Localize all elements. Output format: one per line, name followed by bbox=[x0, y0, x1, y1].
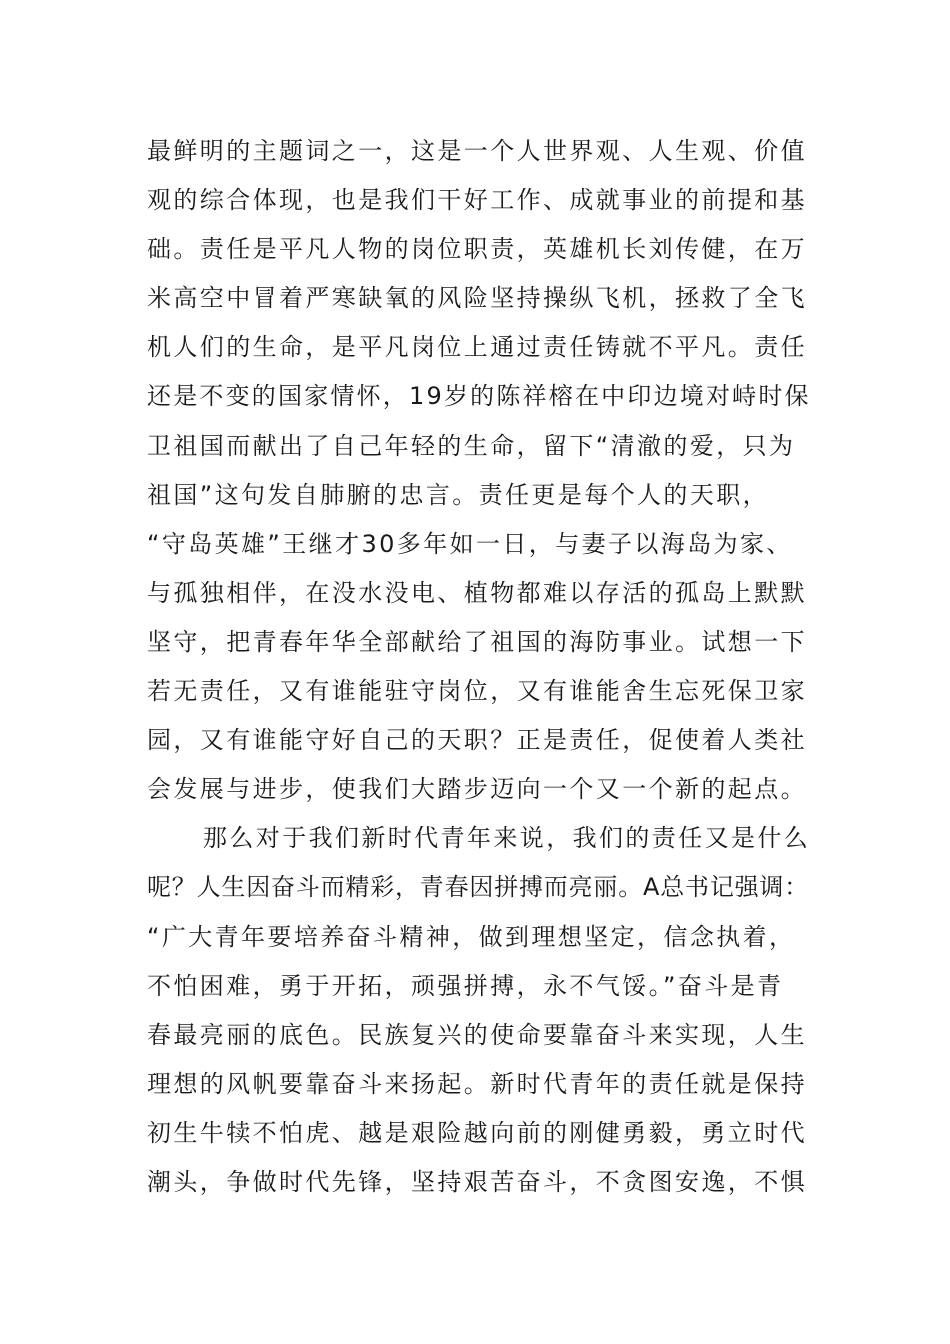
text-line: 会发展与进步，使我们大踏步迈向一个又一个新的起点。 bbox=[147, 775, 807, 804]
text-line: 卫祖国而献出了自己年轻的生命，留下“清澈的爱，只为 bbox=[147, 431, 796, 460]
body-text bbox=[147, 127, 812, 1207]
text-line: 理想的风帆要靠奋斗来扬起。新时代青年的责任就是保持 bbox=[147, 1069, 807, 1098]
text-line: 不怕困难，勇于开拓，顽强拼搏，永不气馁。”奋斗是青 bbox=[147, 971, 784, 1000]
text-line: 祖国”这句发自肺腑的忠言。责任更是每个人的天职， bbox=[147, 480, 770, 509]
text-line: 米高空中冒着严寒缺氧的风险坚持操纵飞机，拯救了全飞 bbox=[147, 284, 807, 313]
text-line: 春最亮丽的底色。民族复兴的使命要靠奋斗来实现，人生 bbox=[147, 1020, 807, 1049]
text-line: 坚守，把青春年华全部献给了祖国的海防事业。试想一下 bbox=[147, 627, 807, 656]
text-line: 园，又有谁能守好自己的天职？正是责任，促使着人类社 bbox=[147, 726, 807, 755]
text-line: 还是不变的国家情怀，19岁的陈祥榕在中印边境对峙时保 bbox=[147, 382, 811, 411]
text-line: 初生牛犊不怕虎、越是艰险越向前的刚健勇毅，勇立时代 bbox=[147, 1118, 807, 1147]
text-line: 最鲜明的主题词之一，这是一个人世界观、人生观、价值 bbox=[147, 137, 807, 165]
text-line: 观的综合体现，也是我们干好工作、成就事业的前提和基 bbox=[147, 186, 807, 215]
text-line: 机人们的生命，是平凡岗位上通过责任铸就不平凡。责任 bbox=[147, 333, 807, 362]
text-line: 若无责任，又有谁能驻守岗位，又有谁能舍生忘死保卫家 bbox=[147, 677, 807, 706]
text-line: 与孤独相伴，在没水没电、植物都难以存活的孤岛上默默 bbox=[147, 578, 807, 607]
text-line: “广大青年要培养奋斗精神，做到理想坚定，信念执着， bbox=[147, 922, 796, 951]
text-line: 潮头，争做时代先锋，坚持艰苦奋斗，不贪图安逸，不惧 bbox=[147, 1167, 807, 1196]
text-line: “守岛英雄”王继才30多年如一日，与妻子以海岛为家、 bbox=[147, 529, 793, 558]
text-line: 呢？人生因奋斗而精彩，青春因拼搏而亮丽。A总书记强调： bbox=[147, 873, 810, 902]
paragraph-start-line: 那么对于我们新时代青年来说，我们的责任又是什么 bbox=[203, 824, 811, 853]
text-line: 础。责任是平凡人物的岗位职责，英雄机长刘传健，在万 bbox=[147, 235, 807, 264]
